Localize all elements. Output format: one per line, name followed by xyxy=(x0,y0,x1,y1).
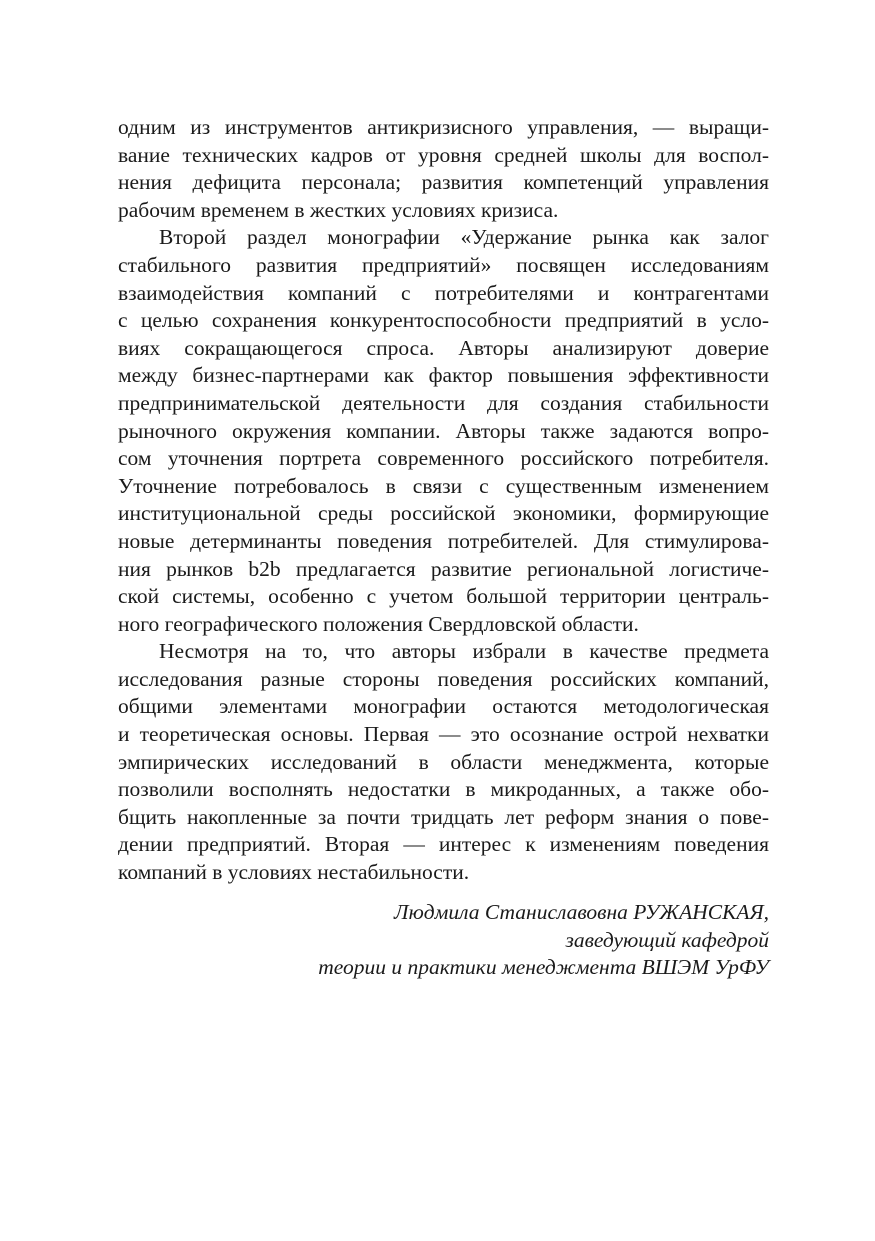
text-line: вание технических кадров от уровня средней школы для воспол- xyxy=(118,142,769,167)
text-line: нения дефицита персонала; развития компетенций управления xyxy=(118,170,769,195)
text-line: рыночного окружения компании. Авторы также задаются вопро- xyxy=(118,418,769,443)
text-line: стабильного развития предприятий» посвящен исследованиям xyxy=(118,252,769,277)
text-line: общими элементами монографии остаются методологическая xyxy=(118,694,769,719)
paragraph-3 xyxy=(118,638,769,886)
text-line: и теоретическая основы. Первая — это осознание острой нехватки xyxy=(118,722,769,747)
text-line: позволили восполнять недостатки в микроданных, а также обо- xyxy=(118,777,769,802)
text-line: между бизнес-партнерами как фактор повышения эффективности xyxy=(118,363,769,388)
text-line: исследования разные стороны поведения российских компаний, xyxy=(118,666,769,691)
author-name: Людмила Станиславовна РУЖАНСКАЯ, xyxy=(394,900,769,924)
text-line: Уточнение потребовалось в связи с существенным изменением xyxy=(118,473,769,498)
text-line: новые детерминанты поведения потребителей. Для стимулирова- xyxy=(118,528,769,553)
text-line: одним из инструментов антикризисного управления, — выращи- xyxy=(118,115,769,139)
author-position: заведующий кафедрой xyxy=(565,927,769,952)
text-line: ской системы, особенно с учетом большой территории централь- xyxy=(118,584,769,609)
text-line: дении предприятий. Вторая — интерес к изменениям поведения xyxy=(118,832,769,857)
text-line: институциональной среды российской экономики, формирующие xyxy=(118,501,769,526)
author-department: теории и практики менеджмента ВШЭМ УрФУ xyxy=(318,955,769,980)
text-line: сом уточнения портрета современного российского потребителя. xyxy=(118,446,769,471)
text-line: взаимодействия компаний с потребителями и контрагентами xyxy=(118,280,769,305)
paragraph-1 xyxy=(118,114,769,224)
paragraph-2 xyxy=(118,224,769,638)
text-line: ния рынков b2b предлагается развитие региональной логистиче- xyxy=(118,556,769,581)
body-text xyxy=(118,114,769,887)
text-line: эмпирических исследований в области менеджмента, которые xyxy=(118,749,769,774)
author-signature xyxy=(318,899,769,982)
text-line: ного географического положения Свердловской области. xyxy=(118,611,639,636)
text-line: Второй раздел монографии «Удержание рынка как залог xyxy=(159,225,769,250)
text-line: рабочим временем в жестких условиях кризиса. xyxy=(118,197,559,222)
text-line: бщить накопленные за почти тридцать лет реформ знания о пове- xyxy=(118,804,769,829)
text-line: виях сокращающегося спроса. Авторы анализируют доверие xyxy=(118,335,769,360)
text-line: предпринимательской деятельности для создания стабильности xyxy=(118,390,769,415)
text-line: с целью сохранения конкурентоспособности предприятий в усло- xyxy=(118,308,769,333)
text-line: компаний в условиях нестабильности. xyxy=(118,860,470,885)
text-line: Несмотря на то, что авторы избрали в качестве предмета xyxy=(159,639,769,664)
